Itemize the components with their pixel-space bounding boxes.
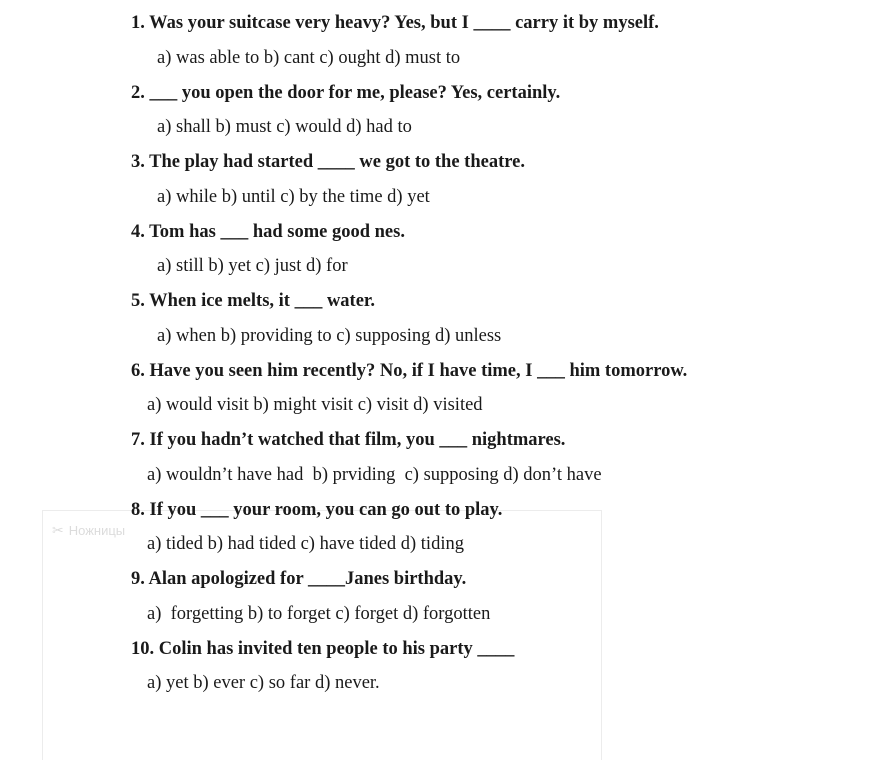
options-8: a) tided b) had tided c) have tided d) tiding xyxy=(147,534,464,554)
options-9: a) forgetting b) to forget c) forget d) forgotten xyxy=(147,604,491,624)
snipping-tool-watermark xyxy=(52,522,125,539)
options-2: a) shall b) must c) would d) had to xyxy=(157,117,412,137)
options-6: a) would visit b) might visit c) visit d) visited xyxy=(147,395,483,415)
question-3: 3. The play had started ____ we got to the theatre. xyxy=(131,152,525,172)
options-3: a) while b) until c) by the time d) yet xyxy=(157,187,430,207)
question-8: 8. If you ___ your room, you can go out to play. xyxy=(131,500,503,520)
question-10: 10. Colin has invited ten people to his party ____ xyxy=(131,639,515,659)
options-5: a) when b) providing to c) supposing d) unless xyxy=(157,326,502,346)
options-4: a) still b) yet c) just d) for xyxy=(157,256,348,276)
question-7: 7. If you hadn’t watched that film, you ___ nightmares. xyxy=(131,430,566,450)
options-7: a) wouldn’t have had b) prviding c) supposing d) don’t have xyxy=(147,465,602,485)
snipping-tool-label: Ножницы xyxy=(68,523,126,538)
question-4: 4. Tom has ___ had some good nes. xyxy=(131,222,405,242)
question-6: 6. Have you seen him recently? No, if I have time, I ___ him tomorrow. xyxy=(131,361,688,381)
options-1: a) was able to b) cant c) ought d) must to xyxy=(157,48,461,68)
question-5: 5. When ice melts, it ___ water. xyxy=(131,291,376,311)
question-9: 9. Alan apologized for ____Janes birthday. xyxy=(131,569,467,589)
options-10: a) yet b) ever c) so far d) never. xyxy=(147,673,380,693)
scissors-icon: ✂ xyxy=(52,522,64,538)
question-1: 1. Was your suitcase very heavy? Yes, but I ____ carry it by myself. xyxy=(131,13,659,33)
question-2: 2. ___ you open the door for me, please? Yes, certainly. xyxy=(131,83,561,103)
